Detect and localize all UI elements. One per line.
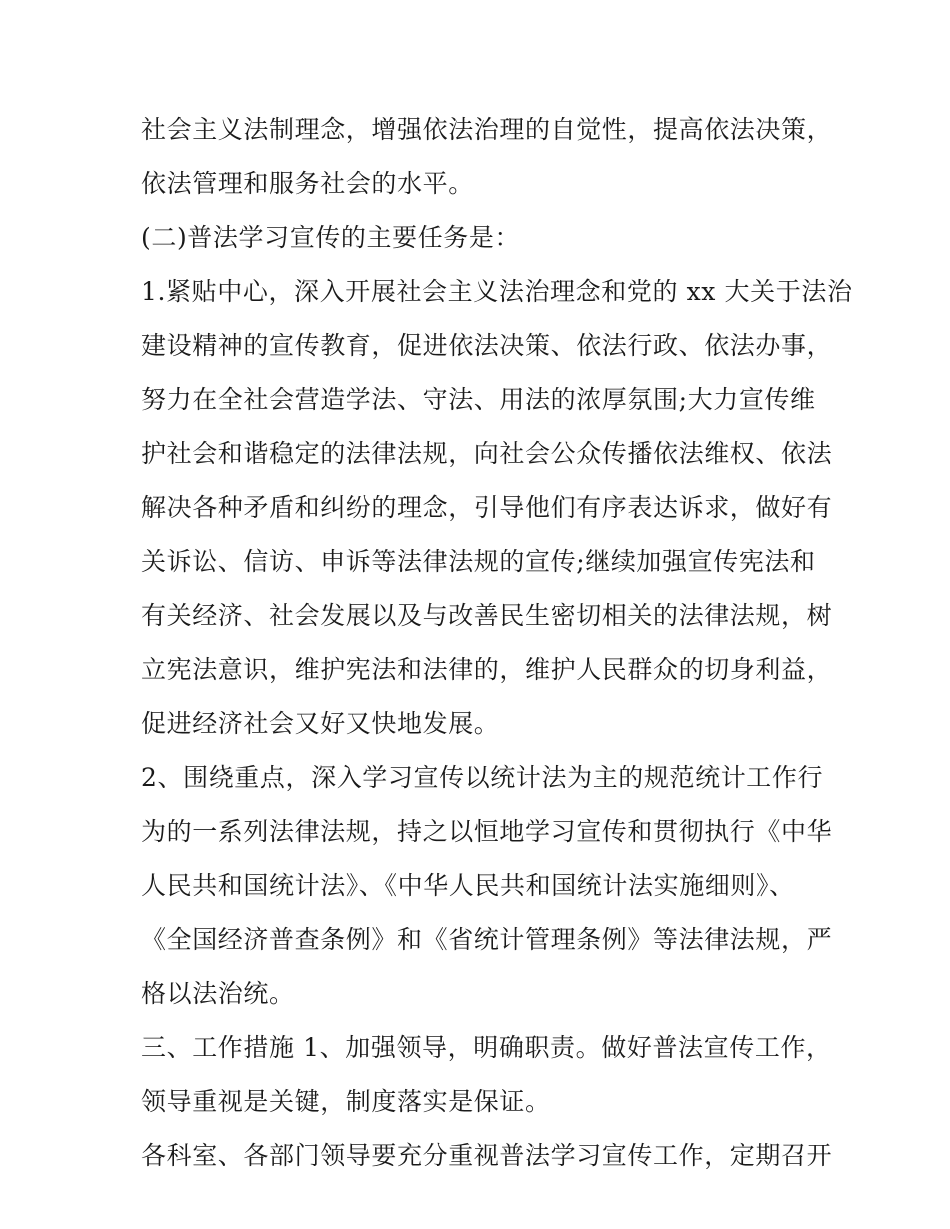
text-line: 解决各种矛盾和纠纷的理念，引导他们有序表达诉求，做好有: [141, 493, 833, 522]
text-line: 努力在全社会营造学法、守法、用法的浓厚氛围;大力宣传维: [141, 385, 816, 414]
text-line: 建设精神的宣传教育，促进依法决策、依法行政、依法办事，: [141, 331, 833, 360]
text-line: 领导重视是关键，制度落实是保证。: [141, 1087, 551, 1116]
text-line: 有关经济、社会发展以及与改善民生密切相关的法律法规，树: [141, 601, 833, 630]
text-line: 1.紧贴中心，深入开展社会主义法治理念和党的 xx 大关于法治: [141, 277, 853, 306]
text-line: 护社会和谐稳定的法律法规，向社会公众传播依法维权、依法: [141, 439, 833, 468]
text-line: 依法管理和服务社会的水平。: [141, 169, 474, 198]
text-line: 2、围绕重点，深入学习宣传以统计法为主的规范统计工作行: [141, 763, 824, 792]
text-line: 格以法治统。: [141, 979, 295, 1008]
section-heading: 三、工作措施 1、加强领导，明确职责。做好普法宣传工作，: [141, 1033, 832, 1062]
text-line: 人民共和国统计法》、《中华人民共和国统计法实施细则》、: [141, 871, 795, 900]
text-line: 各科室、各部门领导要充分重视普法学习宣传工作，定期召开: [141, 1141, 833, 1170]
text-line: 为的一系列法律法规，持之以恒地学习宣传和贯彻执行《中华: [141, 817, 833, 846]
text-line: 立宪法意识，维护宪法和法律的，维护人民群众的切身利益，: [141, 655, 833, 684]
text-line: 促进经济社会又好又快地发展。: [141, 709, 500, 738]
section-heading: (二)普法学习宣传的主要任务是：: [141, 223, 521, 252]
text-line: 《全国经济普查条例》和《省统计管理条例》等法律法规，严: [141, 925, 833, 954]
document-body: [141, 103, 853, 1183]
text-line: 关诉讼、信访、申诉等法律法规的宣传;继续加强宣传宪法和: [141, 547, 816, 576]
text-line: 社会主义法制理念，增强依法治理的自觉性，提高依法决策，: [141, 115, 833, 144]
